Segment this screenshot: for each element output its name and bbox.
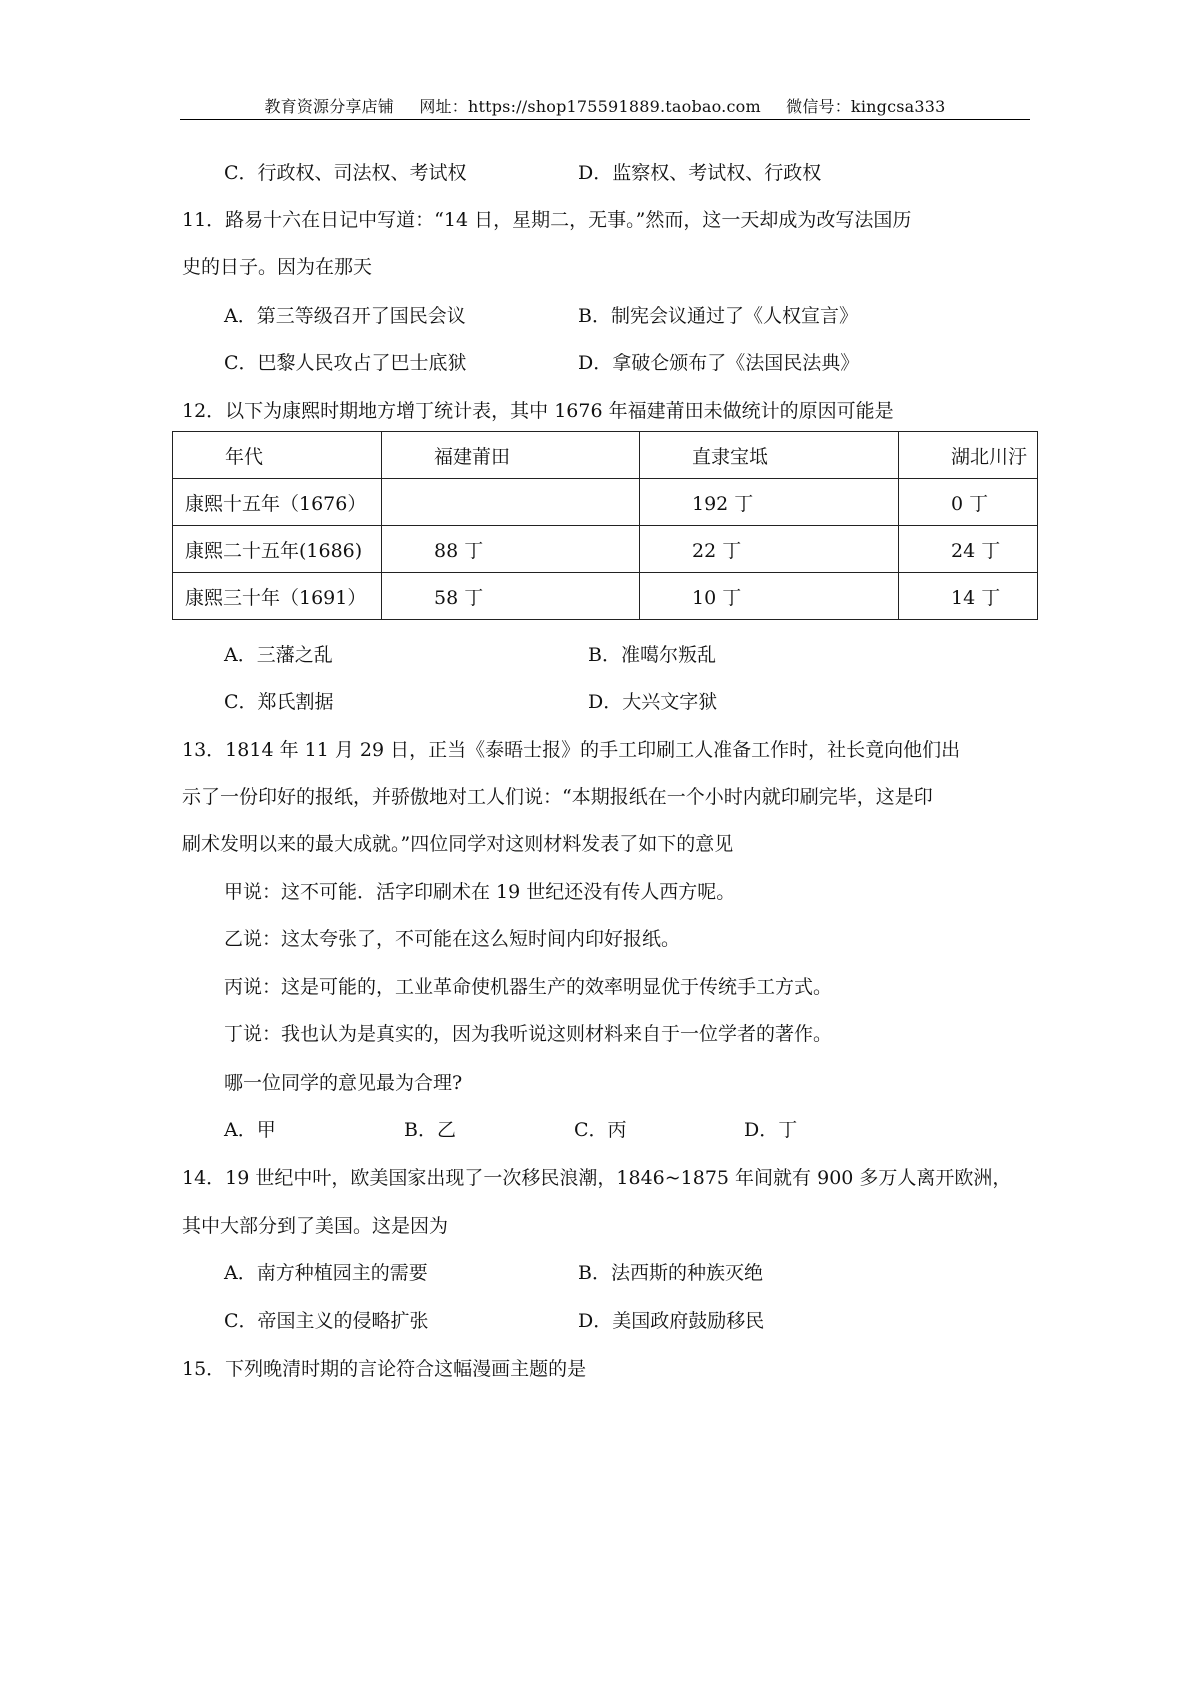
header-url: 网址：https://shop175591889.taobao.com (419, 97, 761, 116)
q13-question: 哪一位同学的意见最为合理? (224, 1072, 463, 1094)
q13-stem-line1: 13．1814 年 11 月 29 日，正当《泰晤士报》的手工印刷工人准备工作时，社长竟向他们出 (182, 739, 961, 761)
table-header-cell: 湖北川汙 (899, 432, 1038, 479)
table-cell: 康熙三十年（1691） (173, 573, 382, 620)
q13-opinion-yi: 乙说：这太夸张了，不可能在这么短时间内印好报纸。 (224, 928, 681, 950)
table-cell: 192 丁 (640, 479, 899, 526)
q13-stem-line2: 示了一份印好的报纸，并骄傲地对工人们说：“本期报纸在一个小时内就印刷完毕，这是印 (182, 786, 933, 808)
q13-opinion-jia: 甲说：这不可能．活字印刷术在 19 世纪还没有传人西方呢。 (224, 881, 736, 903)
q14-option-b: B．法西斯的种族灭绝 (578, 1262, 763, 1284)
table-cell: 14 丁 (899, 573, 1038, 620)
table-row (173, 479, 1038, 526)
table-row (173, 573, 1038, 620)
table-cell (382, 479, 640, 526)
q12-option-c: C．郑氏割据 (224, 691, 334, 713)
table-header-cell: 年代 (173, 432, 382, 479)
table-header-row (173, 432, 1038, 479)
table-header-cell: 福建莆田 (382, 432, 640, 479)
kangxi-stat-table (172, 431, 1038, 620)
q11-stem-line1: 11．路易十六在日记中写道：“14 日，星期二，无事。”然而，这一天却成为改写法国历 (182, 209, 912, 231)
q14-stem-line1: 14．19 世纪中叶，欧美国家出现了一次移民浪潮，1846~1875 年间就有 900 多万人离开欧洲， (182, 1167, 1012, 1189)
header-shop: 教育资源分享店铺 (264, 97, 395, 116)
header-rule (180, 119, 1030, 120)
q11-option-d: D．拿破仑颁布了《法国民法典》 (578, 352, 860, 374)
table-cell: 88 丁 (382, 526, 640, 573)
q11-option-a: A．第三等级召开了国民会议 (224, 305, 466, 327)
q12-option-d: D．大兴文字狱 (588, 691, 718, 713)
table-cell: 0 丁 (899, 479, 1038, 526)
table-header-cell: 直隶宝坻 (640, 432, 899, 479)
q13-option-a: A．甲 (224, 1119, 276, 1141)
table-cell: 24 丁 (899, 526, 1038, 573)
q14-option-d: D．美国政府鼓励移民 (578, 1310, 765, 1332)
q11-option-c: C．巴黎人民攻占了巴士底狱 (224, 352, 467, 374)
q13-stem-line3: 刷术发明以来的最大成就。”四位同学对这则材料发表了如下的意见 (182, 833, 734, 855)
q13-opinion-bing: 丙说：这是可能的，工业革命使机器生产的效率明显优于传统手工方式。 (224, 976, 833, 998)
page-header (180, 94, 1030, 117)
table-cell: 康熙二十五年(1686) (173, 526, 382, 573)
q15-stem: 15．下列晚清时期的言论符合这幅漫画主题的是 (182, 1358, 587, 1380)
table-cell: 康熙十五年（1676） (173, 479, 382, 526)
q14-option-a: A．南方种植园主的需要 (224, 1262, 428, 1284)
table-cell: 58 丁 (382, 573, 640, 620)
q12-stem: 12．以下为康熙时期地方增丁统计表，其中 1676 年福建莆田未做统计的原因可能是 (182, 400, 894, 422)
q10-option-c: C．行政权、司法权、考试权 (224, 162, 467, 184)
q14-stem-line2: 其中大部分到了美国。这是因为 (182, 1215, 449, 1237)
q13-option-c: C．丙 (574, 1119, 627, 1141)
table-cell: 22 丁 (640, 526, 899, 573)
q12-option-a: A．三藩之乱 (224, 644, 333, 666)
q13-option-b: B．乙 (404, 1119, 456, 1141)
header-wechat: 微信号：kingcsa333 (786, 97, 946, 116)
q11-stem-line2: 史的日子。因为在那天 (182, 256, 373, 278)
q10-option-d: D．监察权、考试权、行政权 (578, 162, 822, 184)
table-row (173, 526, 1038, 573)
q14-option-c: C．帝国主义的侵略扩张 (224, 1310, 429, 1332)
table-cell: 10 丁 (640, 573, 899, 620)
q11-option-b: B．制宪会议通过了《人权宣言》 (578, 305, 858, 327)
q12-option-b: B．准噶尔叛乱 (588, 644, 716, 666)
q13-opinion-ding: 丁说：我也认为是真实的，因为我听说这则材料来自于一位学者的著作。 (224, 1023, 833, 1045)
q13-option-d: D．丁 (744, 1119, 798, 1141)
